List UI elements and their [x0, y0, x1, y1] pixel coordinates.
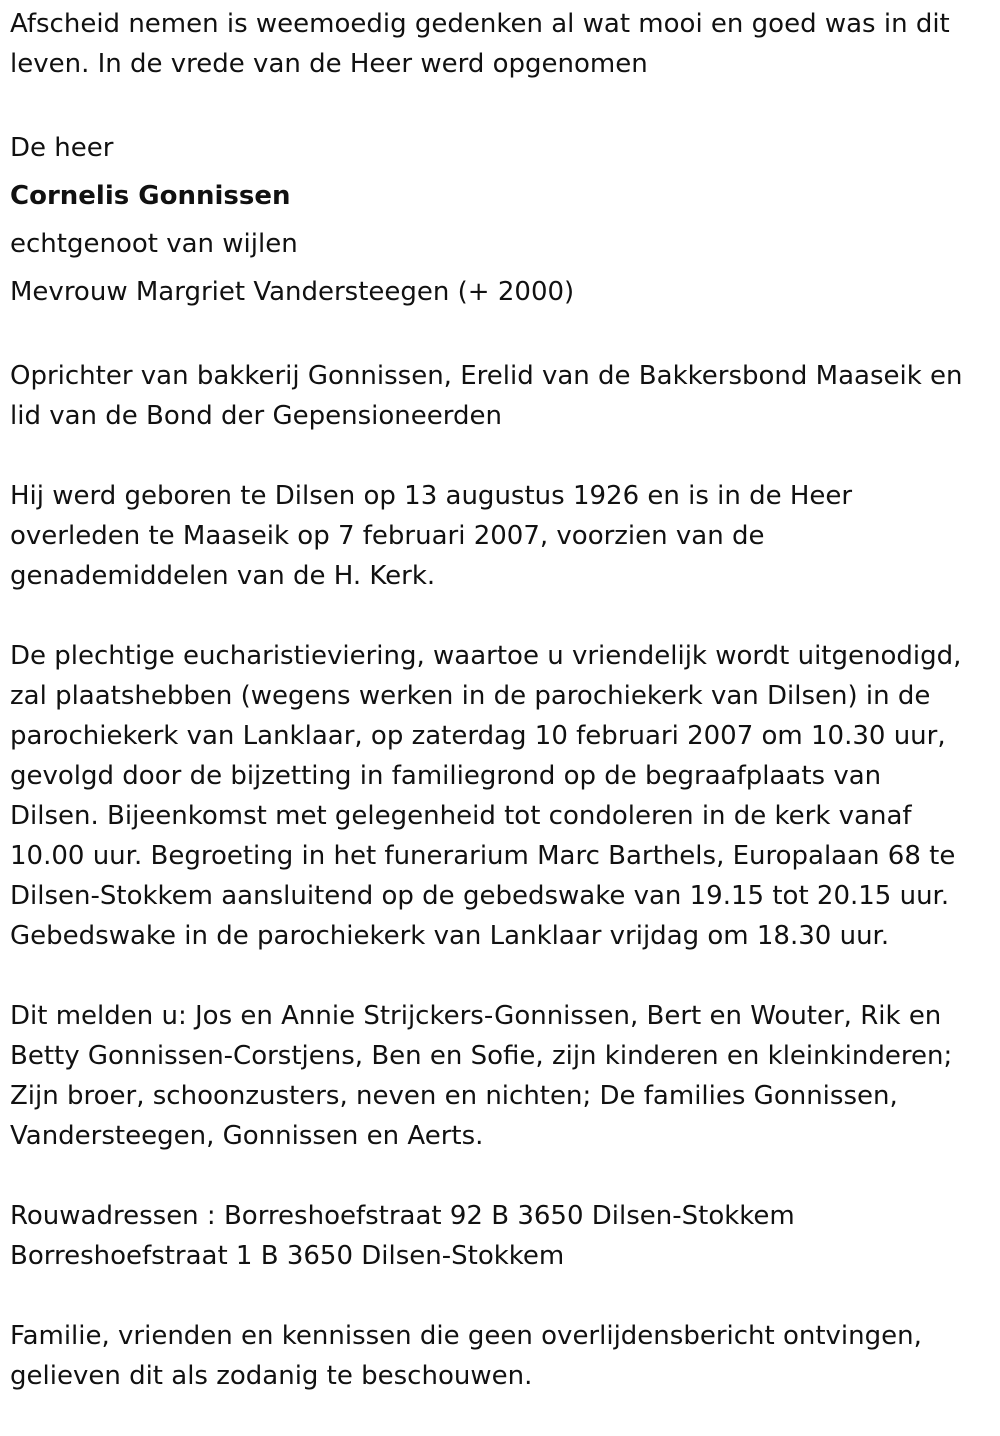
family-paragraph [10, 996, 995, 1156]
deceased-title: De heer [10, 133, 114, 163]
text-line: Dilsen. Bijeenkomst met gelegenheid tot condoleren in de kerk vanaf [10, 801, 912, 831]
deceased-relation: echtgenoot van wijlen [10, 229, 298, 259]
text-line: Betty Gonnissen-Corstjens, Ben en Sofie, zijn kinderen en kleinkinderen; [10, 1041, 953, 1071]
text-line: gevolgd door de bijzetting in familiegrond op de begraafplaats van [10, 761, 882, 791]
text-line: Gebedswake in de parochiekerk van Lanklaar vrijdag om 18.30 uur. [10, 921, 890, 951]
text-line: Afscheid nemen is weemoedig gedenken al wat mooi en goed was in dit [10, 9, 950, 39]
life-paragraph [10, 476, 995, 596]
deceased-block [10, 124, 995, 316]
text-line: Oprichter van bakkerij Gonnissen, Erelid van de Bakkersbond Maaseik en [10, 361, 963, 391]
deceased-spouse: Mevrouw Margriet Vandersteegen (+ 2000) [10, 277, 575, 307]
addresses-paragraph [10, 1196, 995, 1276]
ceremony-paragraph [10, 636, 995, 956]
text-line: Hij werd geboren te Dilsen op 13 augustus 1926 en is in de Heer [10, 481, 853, 511]
text-line: Rouwadressen : Borreshoefstraat 92 B 3650 Dilsen-Stokkem [10, 1201, 795, 1231]
text-line: overleden te Maaseik op 7 februari 2007, voorzien van de [10, 521, 765, 551]
text-line: genademiddelen van de H. Kerk. [10, 561, 436, 591]
text-line: Familie, vrienden en kennissen die geen overlijdensbericht ontvingen, [10, 1321, 922, 1351]
text-line: De plechtige eucharistieviering, waartoe u vriendelijk wordt uitgenodigd, [10, 641, 962, 671]
text-line: 10.00 uur. Begroeting in het funerarium Marc Barthels, Europalaan 68 te [10, 841, 956, 871]
occupation-paragraph [10, 356, 995, 436]
text-line: lid van de Bond der Gepensioneerden [10, 401, 502, 431]
text-line: zal plaatshebben (wegens werken in de parochiekerk van Dilsen) in de [10, 681, 931, 711]
text-line: Borreshoefstraat 1 B 3650 Dilsen-Stokkem [10, 1241, 565, 1271]
deceased-name: Cornelis Gonnissen [10, 181, 291, 211]
text-line: leven. In de vrede van de Heer werd opgenomen [10, 49, 648, 79]
text-line: Dit melden u: Jos en Annie Strijckers-Gonnissen, Bert en Wouter, Rik en [10, 1001, 942, 1031]
obituary-document [10, 4, 995, 1436]
text-line: Zijn broer, schoonzusters, neven en nichten; De families Gonnissen, [10, 1081, 898, 1111]
closing-paragraph [10, 1316, 995, 1396]
text-line: gelieven dit als zodanig te beschouwen. [10, 1361, 533, 1391]
text-line: Vandersteegen, Gonnissen en Aerts. [10, 1121, 484, 1151]
text-line: Dilsen-Stokkem aansluitend op de gebedswake van 19.15 tot 20.15 uur. [10, 881, 950, 911]
opening-paragraph [10, 4, 995, 84]
text-line: parochiekerk van Lanklaar, op zaterdag 10 februari 2007 om 10.30 uur, [10, 721, 946, 751]
